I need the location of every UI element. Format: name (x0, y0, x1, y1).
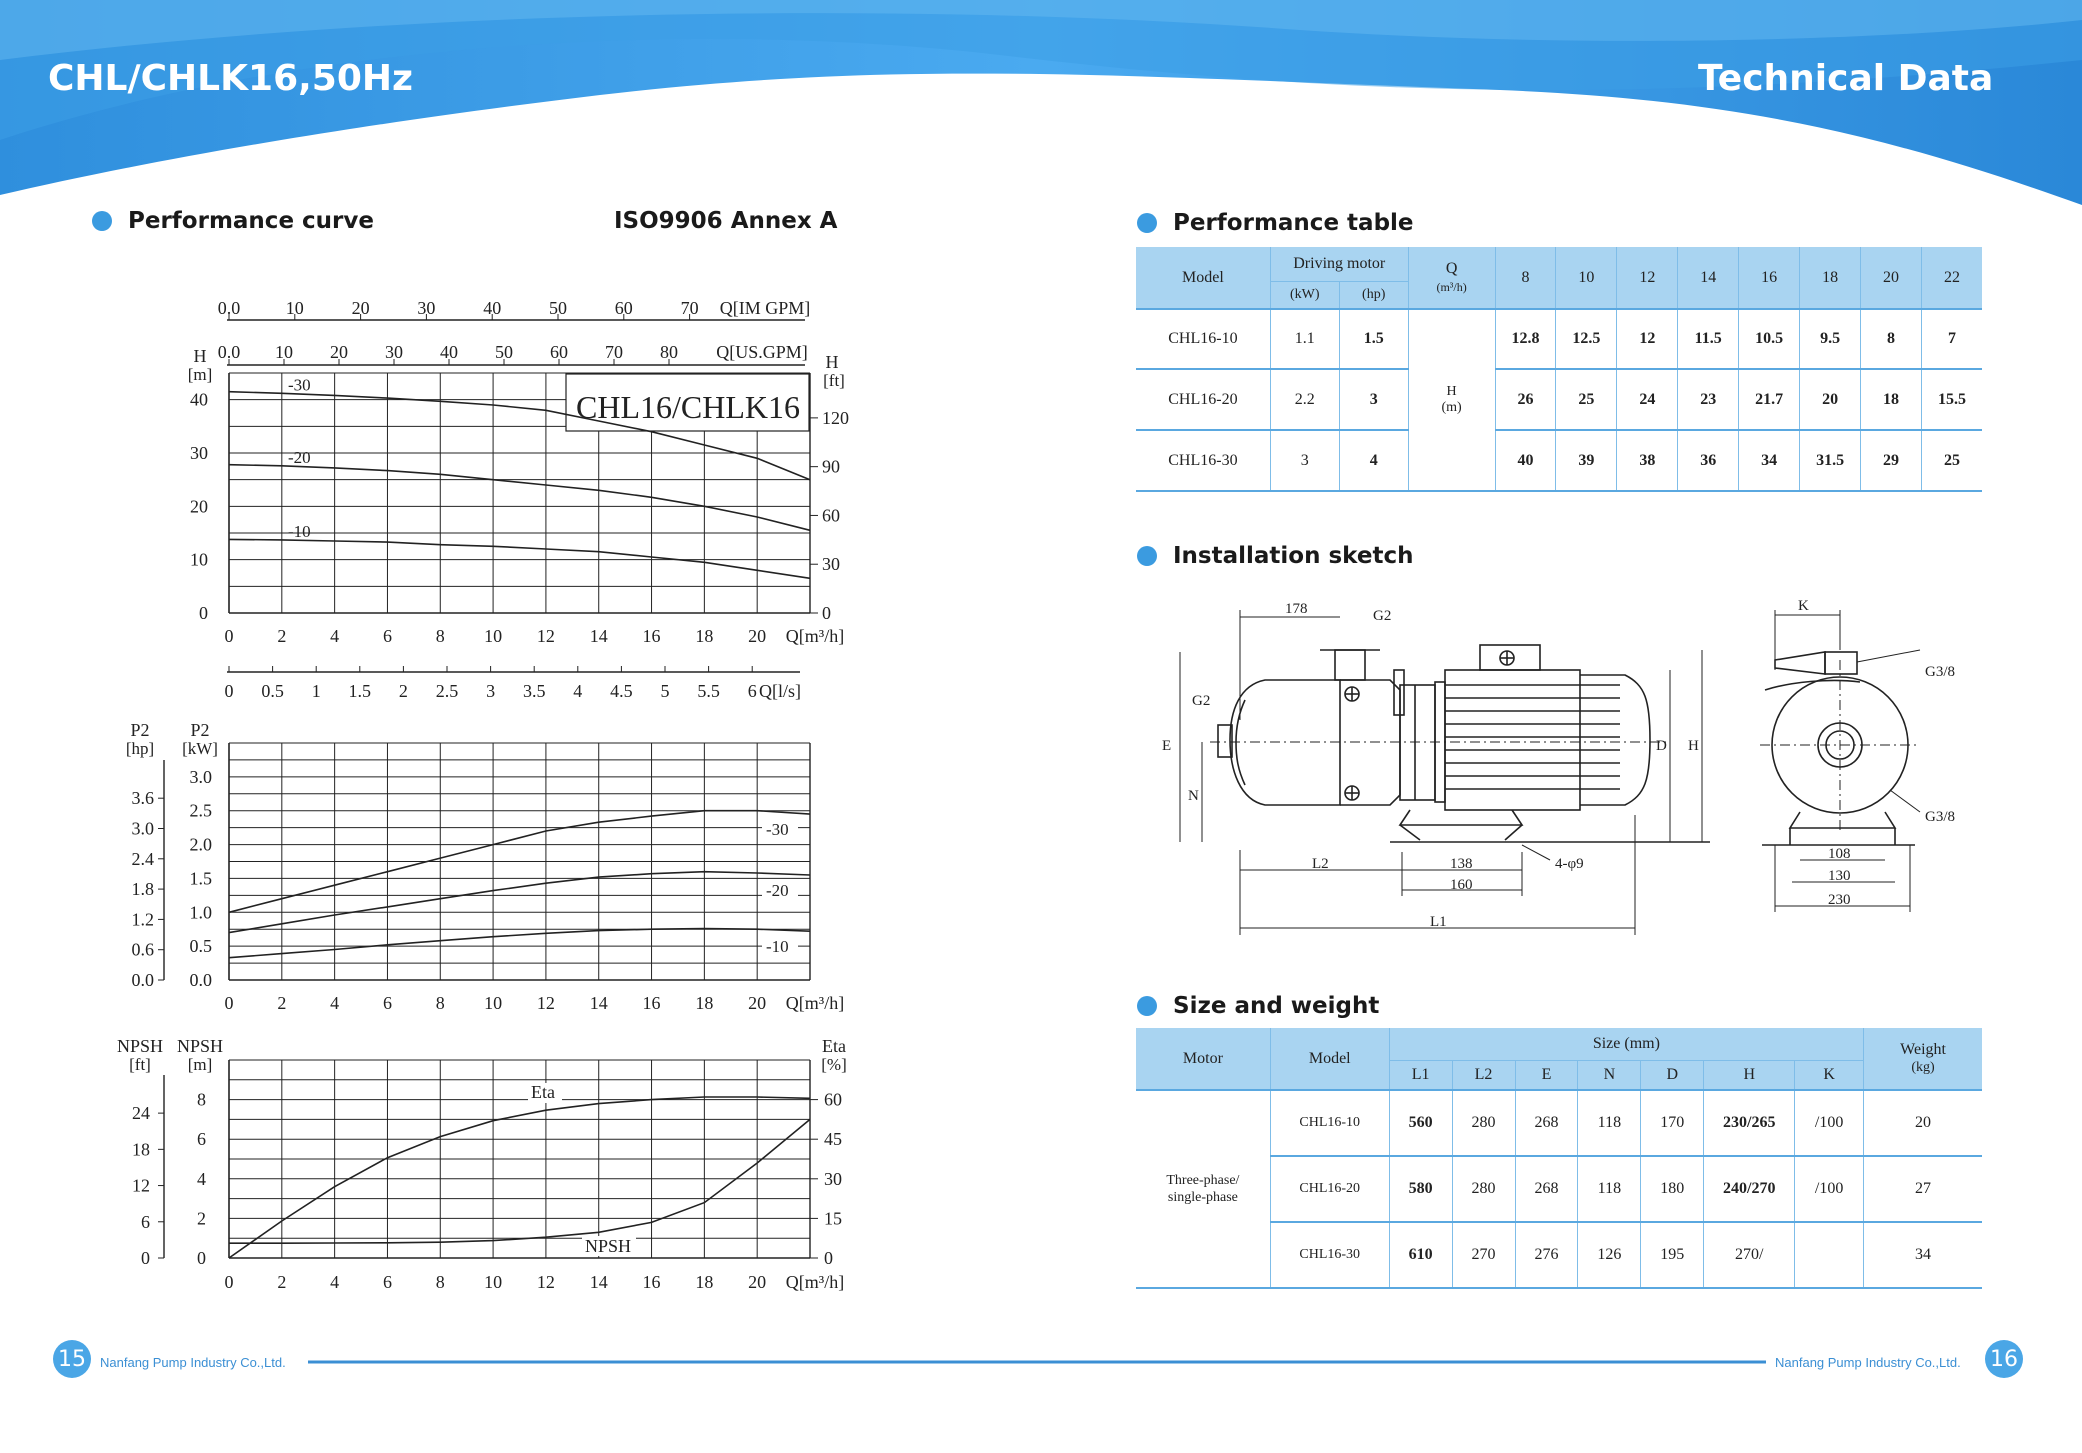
ls-label: Q[l/s] (759, 681, 801, 701)
head-cell: 11.5 (1678, 309, 1739, 369)
row-k: /100 (1795, 1090, 1864, 1156)
ft-tick-label: 24 (132, 1103, 150, 1124)
head-cell: 21.7 (1739, 369, 1800, 430)
y-tick-label: 0.0 (189, 970, 212, 990)
y2-axis-unit: [%] (821, 1055, 847, 1074)
y-tick-label: 3.0 (189, 766, 212, 787)
h-unit: (m) (1441, 400, 1462, 415)
left-page-title: CHL/CHLK16,50Hz (48, 58, 413, 99)
head-cell: 8 (1861, 309, 1922, 369)
x-tick-label: 20 (748, 1272, 767, 1292)
row-l2: 270 (1452, 1222, 1515, 1288)
h-label: H (1446, 384, 1457, 399)
ls-tick-label: 0.5 (261, 681, 284, 701)
head-cell: 26 (1495, 369, 1556, 430)
head-cell: 12 (1617, 309, 1678, 369)
col-l2: L2 (1452, 1060, 1515, 1090)
impgpm-tick-label: 40 (483, 298, 502, 318)
company-left: Nanfang Pump Industry Co.,Ltd. (100, 1355, 286, 1370)
col-q (1408, 247, 1495, 309)
head-cell: 34 (1739, 430, 1800, 491)
x-tick-label: 0 (224, 993, 234, 1013)
y-tick-label: 8 (197, 1089, 206, 1110)
head-cell: 40 (1495, 430, 1556, 491)
usgpm-tick-label: 10 (275, 342, 293, 362)
x-tick-label: 12 (536, 993, 555, 1013)
x-tick-label: 20 (748, 626, 767, 646)
row-h: 240/270 (1704, 1156, 1795, 1222)
ls-tick-label: 1 (311, 681, 321, 701)
eta-tick-label: 60 (824, 1089, 842, 1110)
x-tick-label: 4 (330, 1272, 340, 1292)
head-cell: 18 (1861, 369, 1922, 430)
ls-tick-label: 0 (224, 681, 234, 701)
x-tick-label: 4 (330, 993, 340, 1013)
y-tick-label: 1.5 (189, 868, 212, 889)
col-e: E (1515, 1060, 1578, 1090)
row-kw: 2.2 (1270, 369, 1339, 430)
head-cell: 29 (1861, 430, 1922, 491)
curve--20 (229, 872, 810, 933)
curve--10 (229, 539, 810, 578)
row-model: CHL16-30 (1136, 430, 1270, 491)
hp-axis-unit: [hp] (125, 739, 155, 758)
usgpm-tick-label: 70 (605, 342, 623, 362)
x-tick-label: 14 (589, 1272, 608, 1292)
installation-sketch-heading (1137, 543, 1413, 569)
ft-tick-label: 18 (132, 1139, 150, 1160)
head-cell: 10.5 (1739, 309, 1800, 369)
row-model: CHL16-20 (1136, 369, 1270, 430)
dim-108: 108 (1828, 846, 1851, 862)
row-k (1795, 1222, 1864, 1288)
x-tick-label: 6 (382, 1272, 392, 1292)
x-tick-label: 6 (382, 993, 392, 1013)
flow-col: 20 (1861, 247, 1922, 309)
usgpm-tick-label: 60 (550, 342, 568, 362)
dim-g2-side: G2 (1192, 693, 1211, 709)
x-tick-label: 2 (277, 993, 287, 1013)
col-h: H (1704, 1060, 1795, 1090)
chart-label: CHL16/CHLK16 (576, 389, 800, 425)
weight-unit: (kg) (1911, 1059, 1935, 1075)
col-size: Size (mm) (1389, 1028, 1863, 1060)
installation-sketch (1150, 590, 2030, 950)
row-k: /100 (1795, 1156, 1864, 1222)
x-tick-label: 20 (748, 993, 767, 1013)
x-axis-label: Q[m³/h] (785, 993, 845, 1013)
row-weight: 34 (1864, 1222, 1982, 1288)
y-axis-label: H (193, 346, 207, 366)
row-e: 268 (1515, 1156, 1578, 1222)
flow-col: 10 (1556, 247, 1617, 309)
ft-tick-label: 30 (822, 554, 840, 575)
dim-g2-top: G2 (1373, 608, 1392, 624)
curve--20 (229, 465, 810, 531)
row-weight: 20 (1864, 1090, 1982, 1156)
eta-tick-label: 45 (824, 1129, 842, 1150)
performance-curves (0, 0, 880, 1292)
usgpm-tick-label: 0.0 (217, 342, 241, 362)
x-tick-label: 18 (695, 626, 714, 646)
x-tick-label: 8 (435, 626, 445, 646)
impgpm-tick-label: 0.0 (217, 298, 241, 318)
curve-label: -30 (288, 375, 311, 395)
hp-tick-label: 0.6 (131, 939, 154, 960)
x-tick-label: 2 (277, 1272, 287, 1292)
ls-tick-label: 2.5 (435, 681, 459, 701)
impgpm-tick-label: 60 (614, 298, 633, 318)
curve-label: -30 (766, 820, 789, 840)
dim-138: 138 (1450, 856, 1473, 872)
ft-tick-label: 0 (822, 603, 831, 623)
head-cell: 23 (1678, 369, 1739, 430)
flow-col: 16 (1739, 247, 1800, 309)
eta-tick-label: 30 (824, 1168, 842, 1189)
bullet-icon (1137, 213, 1157, 233)
head-cell: 25 (1921, 430, 1982, 491)
row-h: 230/265 (1704, 1090, 1795, 1156)
usgpm-tick-label: 50 (495, 342, 513, 362)
flow-col: 22 (1921, 247, 1982, 309)
row-e: 268 (1515, 1090, 1578, 1156)
ls-tick-label: 5.5 (697, 681, 720, 701)
y2-axis-label: Eta (822, 1036, 846, 1056)
x-tick-label: 12 (536, 1272, 555, 1292)
impgpm-tick-label: 20 (351, 298, 370, 318)
dim-e: E (1162, 738, 1172, 754)
ft-tick-label: 120 (822, 407, 849, 428)
q-unit: (m³/h) (1436, 279, 1467, 294)
head-cell: 20 (1800, 369, 1861, 430)
hp-tick-label: 1.2 (131, 909, 154, 930)
row-hp: 4 (1339, 430, 1408, 491)
y-axis-label: P2 (190, 720, 210, 740)
usgpm-tick-label: 30 (385, 342, 403, 362)
x-tick-label: 16 (642, 993, 661, 1013)
y-tick-label: 2.5 (189, 800, 212, 821)
motor-type-cell (1136, 1090, 1270, 1288)
dim-holes: 4-φ9 (1555, 856, 1584, 872)
row-l2: 280 (1452, 1090, 1515, 1156)
performance-table-heading (1137, 210, 1414, 236)
installation-sketch-title: Installation sketch (1173, 543, 1414, 569)
impgpm-label: Q[IM GPM] (719, 298, 811, 318)
y-tick-label: 4 (197, 1168, 206, 1189)
x-tick-label: 14 (589, 626, 608, 646)
x-tick-label: 10 (484, 1272, 503, 1292)
dim-k: K (1798, 598, 1809, 614)
row-weight: 27 (1864, 1156, 1982, 1222)
q-label: Q (1445, 259, 1458, 277)
row-model: CHL16-20 (1270, 1156, 1389, 1222)
row-n: 126 (1578, 1222, 1641, 1288)
x-tick-label: 18 (695, 1272, 714, 1292)
performance-curve-title: Performance curve (128, 208, 374, 234)
ft-tick-label: 90 (822, 456, 840, 477)
ls-tick-label: 4 (573, 681, 583, 701)
y-tick-label: 0.5 (189, 936, 212, 957)
performance-table (1136, 247, 1982, 492)
y-tick-label: 0 (199, 603, 208, 623)
ft-tick-label: 0 (141, 1248, 150, 1268)
bullet-icon (1137, 996, 1157, 1016)
npsh-ft-unit: [ft] (129, 1055, 151, 1074)
row-e: 276 (1515, 1222, 1578, 1288)
head-cell: 39 (1556, 430, 1617, 491)
size-weight-title: Size and weight (1173, 993, 1380, 1019)
row-h: 270/ (1704, 1222, 1795, 1288)
x-tick-label: 2 (277, 626, 287, 646)
row-l2: 280 (1452, 1156, 1515, 1222)
col-n: N (1578, 1060, 1641, 1090)
dim-h: H (1688, 738, 1699, 754)
row-model: CHL16-10 (1136, 309, 1270, 369)
head-cell: 25 (1556, 369, 1617, 430)
ft-tick-label: 12 (132, 1175, 150, 1196)
row-l1: 560 (1389, 1090, 1452, 1156)
row-l1: 610 (1389, 1222, 1452, 1288)
y2-axis-unit: [ft] (823, 371, 845, 390)
row-l1: 580 (1389, 1156, 1452, 1222)
hp-tick-label: 3.0 (131, 818, 154, 839)
size-weight-heading (1137, 993, 1379, 1019)
flow-col: 18 (1800, 247, 1861, 309)
y-axis-unit: [m] (187, 365, 213, 384)
size-weight-table (1136, 1028, 1982, 1289)
motor-type-line1: Three-phase/ (1166, 1173, 1240, 1188)
hp-tick-label: 0.0 (131, 970, 154, 990)
x-tick-label: 10 (484, 626, 503, 646)
hp-tick-label: 3.6 (131, 788, 154, 809)
eta-tick-label: 0 (824, 1248, 833, 1268)
dim-160: 160 (1450, 877, 1473, 893)
x-tick-label: 18 (695, 993, 714, 1013)
head-cell: 9.5 (1800, 309, 1861, 369)
row-d: 170 (1641, 1090, 1704, 1156)
row-model: CHL16-10 (1270, 1090, 1389, 1156)
y-tick-label: 6 (197, 1129, 206, 1150)
col-d: D (1641, 1060, 1704, 1090)
impgpm-tick-label: 10 (285, 298, 304, 318)
dim-130: 130 (1828, 868, 1851, 884)
x-tick-label: 0 (224, 1272, 234, 1292)
x-tick-label: 0 (224, 626, 234, 646)
x-tick-label: 8 (435, 993, 445, 1013)
dim-g38-bottom: G3/8 (1925, 809, 1955, 825)
row-kw: 3 (1270, 430, 1339, 491)
npsh-ft-label: NPSH (116, 1036, 164, 1056)
y-tick-label: 1.0 (189, 902, 212, 923)
row-d: 180 (1641, 1156, 1704, 1222)
row-hp: 1.5 (1339, 309, 1408, 369)
dim-l1: L1 (1430, 914, 1447, 930)
row-d: 195 (1641, 1222, 1704, 1288)
ft-tick-label: 6 (141, 1211, 150, 1232)
curve-label: -20 (288, 447, 311, 467)
y-axis-label: NPSH (176, 1036, 224, 1056)
ls-tick-label: 3 (486, 681, 496, 701)
y-tick-label: 20 (190, 496, 208, 517)
dim-g38-top: G3/8 (1925, 664, 1955, 680)
flow-col: 12 (1617, 247, 1678, 309)
head-cell: 12.8 (1495, 309, 1556, 369)
col-kw: (kW) (1270, 281, 1339, 309)
eta-tick-label: 15 (824, 1208, 842, 1229)
row-n: 118 (1578, 1090, 1641, 1156)
x-tick-label: 8 (435, 1272, 445, 1292)
y-tick-label: 2.0 (189, 834, 212, 855)
head-cell: 31.5 (1800, 430, 1861, 491)
y-tick-label: 0 (197, 1248, 206, 1268)
table-row (1136, 430, 1982, 491)
col-motor: Motor (1136, 1028, 1270, 1090)
y-tick-label: 30 (190, 443, 208, 463)
head-cell: 7 (1921, 309, 1982, 369)
hp-axis-label: P2 (130, 720, 150, 740)
table-row (1136, 309, 1982, 369)
table-row (1136, 1090, 1982, 1156)
standard-label: ISO9906 Annex A (614, 208, 838, 234)
usgpm-tick-label: 20 (330, 342, 348, 362)
col-k: K (1795, 1060, 1864, 1090)
ls-tick-label: 6 (747, 681, 757, 701)
col-model: Model (1270, 1028, 1389, 1090)
impgpm-tick-label: 30 (417, 298, 436, 318)
curve-label: -10 (766, 937, 789, 957)
y-tick-label: 10 (190, 549, 208, 570)
table-row (1136, 369, 1982, 430)
head-cell: 24 (1617, 369, 1678, 430)
head-cell: 38 (1617, 430, 1678, 491)
performance-table-title: Performance table (1173, 210, 1414, 236)
y-tick-label: 2 (197, 1208, 206, 1229)
x-tick-label: 16 (642, 626, 661, 646)
ft-tick-label: 60 (822, 505, 840, 526)
x-axis-label: Q[m³/h] (785, 1272, 845, 1292)
h-label-cell (1408, 309, 1495, 491)
row-hp: 3 (1339, 369, 1408, 430)
x-tick-label: 14 (589, 993, 608, 1013)
x-tick-label: 4 (330, 626, 340, 646)
head-cell: 36 (1678, 430, 1739, 491)
ls-tick-label: 5 (660, 681, 670, 701)
ls-tick-label: 4.5 (610, 681, 633, 701)
usgpm-label: Q[US.GPM] (716, 342, 808, 362)
bullet-icon (1137, 546, 1157, 566)
ls-tick-label: 3.5 (522, 681, 546, 701)
right-page-title: Technical Data (1698, 58, 1994, 99)
y2-axis-label: H (825, 352, 839, 372)
weight-label: Weight (1900, 1040, 1946, 1058)
col-weight (1864, 1028, 1982, 1090)
head-cell: 15.5 (1921, 369, 1982, 430)
impgpm-tick-label: 70 (680, 298, 699, 318)
page-number-left: 15 (53, 1340, 91, 1378)
dim-n: N (1188, 788, 1199, 804)
flow-col: 14 (1678, 247, 1739, 309)
col-driving-motor: Driving motor (1270, 247, 1408, 281)
col-hp: (hp) (1339, 281, 1408, 309)
curve-label: -20 (766, 881, 789, 901)
x-axis-label: Q[m³/h] (785, 626, 845, 646)
dim-l2: L2 (1312, 856, 1329, 872)
curve-label: Eta (531, 1082, 555, 1102)
y-axis-unit: [m] (187, 1055, 213, 1074)
dim-d: D (1656, 738, 1667, 754)
ls-tick-label: 1.5 (348, 681, 372, 701)
curve--10 (229, 929, 810, 958)
page-number-right: 16 (1985, 1340, 2023, 1378)
x-tick-label: 10 (484, 993, 503, 1013)
y-axis-unit: [kW] (182, 739, 218, 758)
company-right: Nanfang Pump Industry Co.,Ltd. (1775, 1355, 1961, 1370)
curve-label: -10 (288, 521, 311, 541)
hp-tick-label: 1.8 (131, 879, 154, 900)
flow-col: 8 (1495, 247, 1556, 309)
y-tick-label: 40 (190, 389, 208, 410)
dim-178: 178 (1285, 601, 1308, 617)
col-model: Model (1136, 247, 1270, 309)
usgpm-tick-label: 40 (440, 342, 458, 362)
dim-230: 230 (1828, 892, 1851, 908)
hp-tick-label: 2.4 (131, 848, 154, 869)
x-tick-label: 12 (536, 626, 555, 646)
motor-type-line2: single-phase (1167, 1190, 1238, 1205)
row-kw: 1.1 (1270, 309, 1339, 369)
impgpm-tick-label: 50 (549, 298, 567, 318)
row-n: 118 (1578, 1156, 1641, 1222)
x-tick-label: 6 (382, 626, 392, 646)
head-cell: 12.5 (1556, 309, 1617, 369)
col-l1: L1 (1389, 1060, 1452, 1090)
ls-tick-label: 2 (398, 681, 408, 701)
usgpm-tick-label: 80 (660, 342, 678, 362)
curve-label: NPSH (585, 1236, 632, 1256)
x-tick-label: 16 (642, 1272, 661, 1292)
row-model: CHL16-30 (1270, 1222, 1389, 1288)
